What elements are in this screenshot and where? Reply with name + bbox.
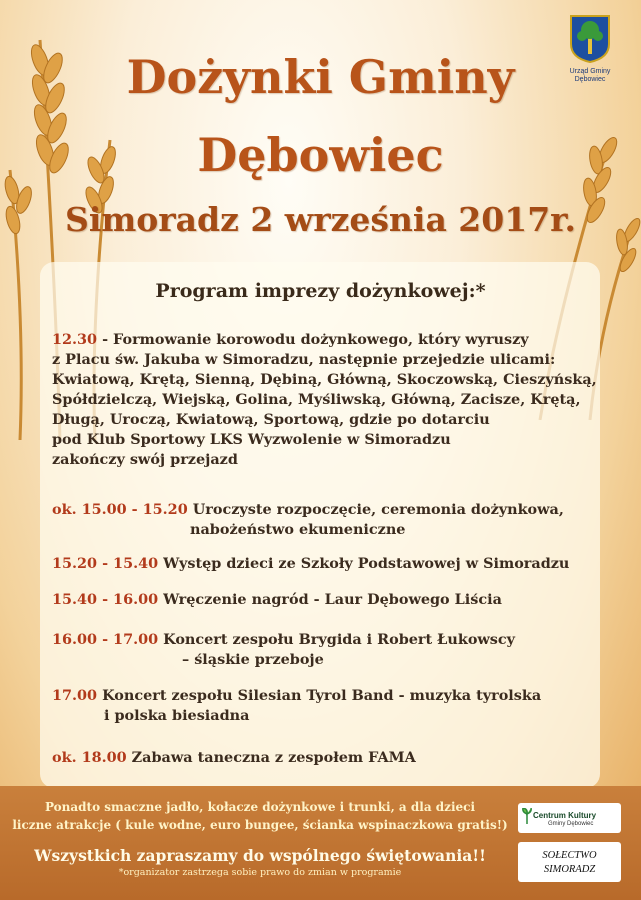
program-text: Spółdzielczą, Wiejską, Golina, Myśliwską, Główną, Zacisze, Krętą, — [52, 391, 581, 408]
program-text: Zabawa taneczna z zespołem FAMA — [126, 749, 416, 766]
page-title: Dożynki Gminy — [126, 50, 515, 104]
program-text: - Formowanie korowodu dożynkowego, który wyruszy — [97, 331, 529, 348]
program-heading: Program imprezy dożynkowej:* — [155, 280, 486, 302]
program-item — [52, 330, 612, 470]
program-text: zakończy swój przejazd — [52, 451, 238, 468]
program-text: nabożeństwo ekumeniczne — [190, 521, 406, 538]
footer-info-line2: liczne atrakcje ( kule wodne, euro bungee, ścianka wspinaczkowa gratis!) — [12, 818, 508, 832]
program-text: i polska biesiadna — [104, 707, 250, 724]
program-text: Koncert zespołu Brygida i Robert Łukowscy — [158, 631, 516, 648]
program-time: 15.20 - 15.40 — [52, 555, 159, 572]
program-item — [52, 686, 612, 726]
footer-note: *organizator zastrzega sobie prawo do zmian w programie — [118, 867, 402, 878]
centrum-kultury-title: Centrum Kultury — [533, 811, 597, 820]
solectwo-line2: SIMORADZ — [543, 864, 596, 875]
program-text: Koncert zespołu Silesian Tyrol Band - muzyka tyrolska — [97, 687, 542, 704]
emblem-line1: Urząd Gminy — [569, 68, 611, 75]
program-time: 15.40 - 16.00 — [52, 591, 159, 608]
program-text: z Placu św. Jakuba w Simoradzu, następnie przejedzie ulicami: — [52, 351, 556, 368]
program-text: pod Klub Sportowy LKS Wyzwolenie w Simoradzu — [52, 431, 451, 448]
program-item — [52, 500, 612, 540]
program-text: Uroczyste rozpoczęcie, ceremonia dożynkowa, — [187, 501, 564, 518]
event-date-place: Simoradz 2 września 2017r. — [64, 200, 577, 239]
program-time: 16.00 - 17.00 — [52, 631, 159, 648]
solectwo-line1: SOŁECTWO — [542, 850, 597, 861]
leaf-icon — [522, 808, 532, 824]
centrum-kultury-subtitle: Gminy Dębowiec — [548, 821, 594, 827]
program-time: ok. 15.00 - 15.20 — [52, 501, 188, 518]
program-text: Występ dzieci ze Szkoły Podstawowej w Simoradzu — [158, 555, 570, 572]
footer-info-line1: Ponadto smaczne jadło, kołacze dożynkowe i trunki, a dla dzieci — [44, 800, 476, 814]
emblem-line2: Dębowiec — [574, 76, 606, 83]
program-text: – śląskie przeboje — [182, 651, 324, 668]
program-item — [52, 554, 612, 574]
program-time: 17.00 — [52, 687, 98, 704]
program-text: Długą, Uroczą, Kwiatową, Sportową, gdzie po dotarciu — [52, 411, 490, 428]
solectwo-logo — [518, 842, 621, 882]
program-text: Wręczenie nagród - Laur Dębowego Liścia — [158, 591, 502, 608]
program-item — [52, 748, 612, 768]
program-text: Kwiatową, Krętą, Sienną, Dębiną, Główną, Skoczowską, Cieszyńską, — [52, 371, 597, 388]
program-item — [52, 590, 612, 610]
page-title-line2: Dębowiec — [197, 128, 444, 182]
program-time: ok. 18.00 — [52, 749, 127, 766]
footer-invite: Wszystkich zapraszamy do wspólnego świętowania!! — [34, 846, 486, 865]
program-item — [52, 630, 612, 670]
program-time: 12.30 — [52, 331, 98, 348]
